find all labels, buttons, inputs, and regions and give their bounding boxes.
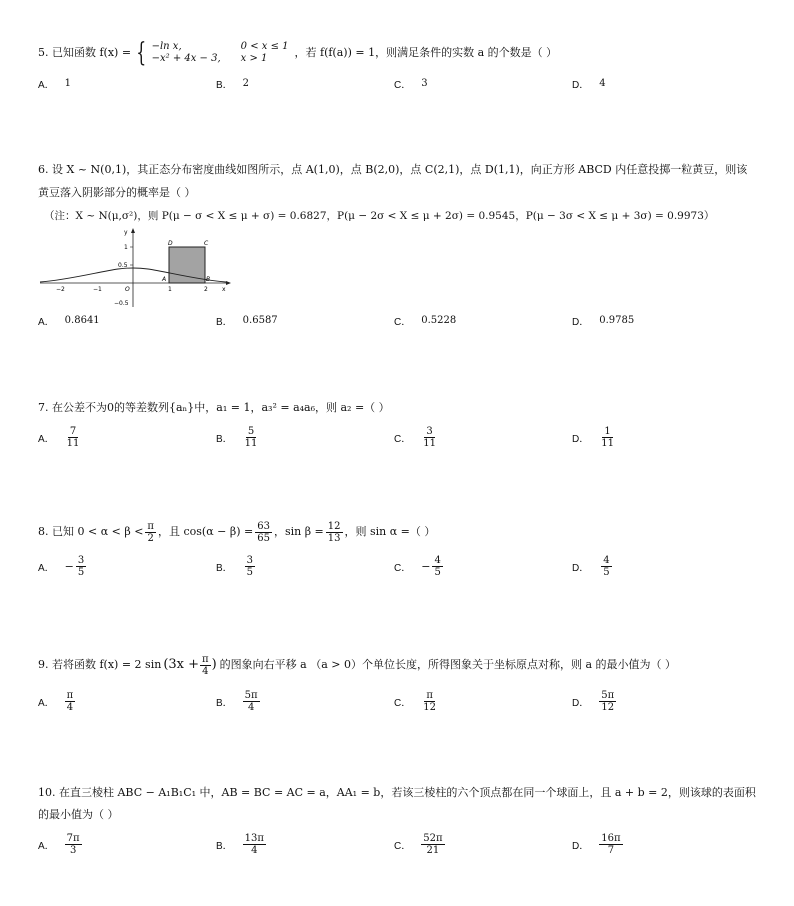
fraction: $\frac{52\pi}{21}$: [423, 832, 443, 856]
fraction: $\frac{3}{11}$: [423, 425, 436, 449]
point-b-label: B: [206, 276, 211, 283]
fraction: $\frac{7\pi}{3}$: [66, 832, 80, 856]
fraction: $\frac{\pi}{4}$: [66, 689, 74, 713]
tick-x-2: 2: [204, 286, 208, 293]
option-a[interactable]: A． − $\frac{3}{5}$: [38, 554, 85, 578]
question-8-stem: 8. 已知 0 < α < β < $\frac{\pi}{2}$ ，且 cos(α − β) = $\frac{63}{65}$ ，sin β = $\frac{12}{13}$ ，则 sin α =（ ）: [38, 520, 436, 544]
question-5-prefix: 5. 已知函数 f(x) =: [38, 46, 132, 59]
normal-distribution-figure: [38, 227, 238, 309]
tick-y-m05: −0.5: [114, 300, 129, 307]
option-c[interactable]: C． 0.5228: [394, 314, 457, 328]
point-c-label: C: [204, 240, 209, 247]
question-5-suffix: ，若 f(f(a)) = 1，则满足条件的实数 a 的个数是（ ）: [294, 46, 558, 59]
fraction: $\frac{13\pi}{4}$: [244, 832, 264, 856]
fraction: $\frac{\pi}{12}$: [423, 689, 436, 713]
fraction: $\frac{7}{11}$: [66, 425, 80, 449]
option-c[interactable]: C． $\frac{3}{11}$: [394, 425, 436, 449]
option-c[interactable]: C． $\frac{52\pi}{21}$: [394, 832, 443, 856]
option-b[interactable]: B． $\frac{13\pi}{4}$: [216, 832, 264, 856]
tick-x-m1: −1: [93, 286, 102, 293]
y-axis-label: y: [124, 229, 128, 236]
option-d[interactable]: D． 4: [572, 77, 606, 91]
option-d[interactable]: D． $\frac{4}{5}$: [572, 554, 610, 578]
case-1-expr: −ln x,: [151, 41, 182, 52]
point-d-label: D: [168, 240, 173, 247]
option-a[interactable]: A． 1: [38, 77, 72, 91]
question-6-line2: 黄豆落入阴影部分的概率是（ ）: [38, 186, 196, 199]
question-10-line1: 10. 在直三棱柱 ABC − A₁B₁C₁ 中，AB = BC = AC = a，AA₁ = b，若该三棱柱的六个顶点都在同一个球面上，且 a + b = 2，则该球的表面积: [38, 786, 756, 799]
question-10-line2: 的最小值为（ ）: [38, 808, 119, 821]
x-axis-label: x: [222, 286, 226, 293]
question-8-options: [38, 551, 758, 581]
fraction: $\frac{3}{5}$: [77, 554, 85, 578]
option-c[interactable]: C． − $\frac{4}{5}$: [394, 554, 441, 578]
fraction: $\frac{5\pi}{12}$: [601, 689, 615, 713]
fraction-pi-over-4: $\frac{\pi}{4}$: [202, 653, 209, 677]
fraction-12-13: $\frac{12}{13}$: [327, 520, 341, 544]
brace-symbol: {: [136, 38, 147, 68]
question-7-options: [38, 422, 758, 452]
option-b[interactable]: B． $\frac{3}{5}$: [216, 554, 254, 578]
option-b[interactable]: B． 2: [216, 77, 250, 91]
fraction: $\frac{5\pi}{4}$: [244, 689, 258, 713]
fraction: $\frac{4}{5}$: [434, 554, 441, 578]
question-7-stem: 7. 在公差不为0的等差数列{aₙ}中，a₁ = 1，a₃² = a₄a₆，则 a₂ =（ ）: [38, 401, 390, 414]
option-b[interactable]: B． 0.6587: [216, 314, 278, 328]
shaded-square: [169, 247, 205, 283]
option-d[interactable]: D． $\frac{1}{11}$: [572, 425, 614, 449]
tick-x-1: 1: [168, 286, 172, 293]
point-a-label: A: [162, 276, 167, 283]
option-a[interactable]: A． $\frac{\pi}{4}$: [38, 689, 74, 713]
option-a[interactable]: A． $\frac{7\pi}{3}$: [38, 832, 80, 856]
option-d[interactable]: D． $\frac{16\pi}{7}$: [572, 832, 621, 856]
piecewise-function: [131, 40, 288, 66]
tick-y-05: 0.5: [118, 262, 128, 269]
tick-y-1: 1: [124, 244, 128, 251]
piecewise-cases: [152, 41, 289, 65]
fraction: $\frac{1}{11}$: [601, 425, 614, 449]
option-a[interactable]: A． 0.8641: [38, 314, 100, 328]
fraction: $\frac{5}{11}$: [244, 425, 258, 449]
case-2-cond: x > 1: [240, 53, 268, 64]
case-2-expr: −x² + 4x − 3,: [151, 53, 221, 64]
option-d[interactable]: D． 0.9785: [572, 314, 635, 328]
fraction: $\frac{3}{5}$: [246, 554, 254, 578]
question-6-options: [38, 305, 758, 335]
option-a[interactable]: A． $\frac{7}{11}$: [38, 425, 80, 449]
question-9-options: [38, 686, 758, 716]
fraction: $\frac{4}{5}$: [603, 554, 610, 578]
tick-x-m2: −2: [56, 286, 65, 293]
question-5-stem: [38, 33, 557, 73]
y-axis-arrow: [131, 228, 135, 233]
fraction: $\frac{16\pi}{7}$: [601, 832, 621, 856]
option-b[interactable]: B． $\frac{5\pi}{4}$: [216, 689, 258, 713]
option-b[interactable]: B． $\frac{5}{11}$: [216, 425, 258, 449]
question-6-line1: 6. 设 X ~ N(0,1)，其正态分布密度曲线如图所示，点 A(1,0)，点 B(2,0)，点 C(2,1)，点 D(1,1)，向正方形 ABCD 内任意投掷一粒黄豆，则该: [38, 163, 748, 176]
question-6-note: （注：X ~ N(μ,σ²)，则 P(μ − σ < X ≤ μ + σ) = 0.6827，P(μ − 2σ < X ≤ μ + 2σ) = 0.9545，P(μ − 3σ < X ≤ μ + 3σ) = 0.9973）: [44, 210, 715, 222]
question-5-options: [38, 68, 758, 98]
question-9-stem: 9. 若将函数 f(x) = 2 sin (3x + $\frac{\pi}{4}$ ) 的图象向右平移 a （a > 0）个单位长度，所得图象关于坐标原点对称，则 a 的最小值为（ ）: [38, 653, 677, 677]
origin-label: O: [125, 286, 130, 293]
fraction-63-65: $\frac{63}{65}$: [257, 520, 270, 544]
option-c[interactable]: C． 3: [394, 77, 428, 91]
x-axis-arrow: [226, 281, 231, 285]
question-10-options: [38, 829, 758, 859]
option-d[interactable]: D． $\frac{5\pi}{12}$: [572, 689, 615, 713]
fraction-pi-over-2: $\frac{\pi}{2}$: [147, 520, 154, 544]
case-1-cond: 0 < x ≤ 1: [240, 41, 289, 52]
option-c[interactable]: C． $\frac{\pi}{12}$: [394, 689, 436, 713]
